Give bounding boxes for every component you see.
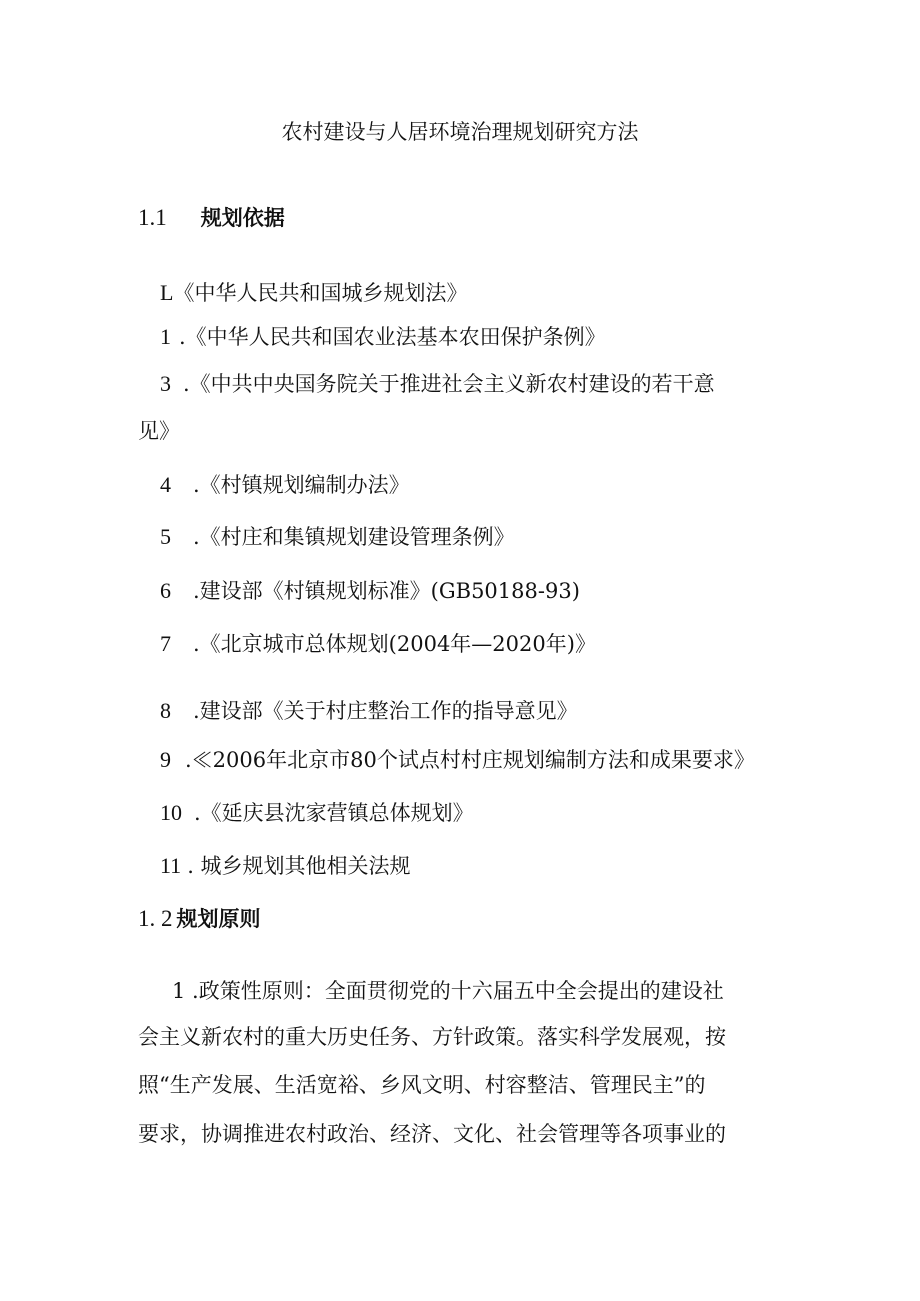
- list-item-number: L: [160, 280, 174, 305]
- paragraph-text: 要求，协调推进农村政治、经济、文化、社会管理等各项事业的: [138, 1122, 726, 1146]
- list-item: [160, 367, 715, 401]
- section-title: 规划依据: [200, 206, 285, 230]
- list-item-text: 见》: [138, 419, 180, 443]
- list-item-text: .《北京城市总体规划(2004年—2020年)》: [193, 632, 596, 656]
- section-heading-1-2: [138, 902, 261, 937]
- list-item-text: 《中华人民共和国城乡规划法》: [173, 281, 468, 305]
- list-item-number: 9: [160, 747, 171, 772]
- list-item-number: 7: [160, 631, 171, 656]
- list-item-text: .建设部《关于村庄整治工作的指导意见》: [193, 699, 578, 723]
- list-item-number: 6: [160, 578, 171, 603]
- list-item-number: 8: [160, 698, 171, 723]
- list-item: [160, 468, 410, 502]
- paragraph-line: [138, 1020, 788, 1054]
- document-title: 农村建设与人居环境治理规划研究方法: [281, 120, 639, 144]
- list-item-text: .《延庆县沈家营镇总体规划》: [194, 801, 474, 825]
- paragraph-line: [138, 1068, 788, 1102]
- section-title: 规划原则: [176, 907, 261, 931]
- list-item: [160, 627, 596, 661]
- paragraph-line: [138, 1117, 788, 1151]
- list-item-continuation: [138, 414, 180, 448]
- list-item: [160, 520, 515, 554]
- list-item-text: .《村庄和集镇规划建设管理条例》: [193, 525, 515, 549]
- paragraph-text: 会主义新农村的重大历史任务、方针政策。落实科学发展观，按: [138, 1025, 726, 1049]
- list-item-text: . 城乡规划其他相关法规: [187, 854, 411, 878]
- list-item-number: 5: [160, 524, 171, 549]
- section-number: 1. 2: [138, 906, 173, 931]
- section-number: 1.1: [138, 205, 167, 230]
- list-item-number: 10: [160, 800, 182, 825]
- list-item-number: 11: [160, 853, 182, 878]
- list-item-number: 3: [160, 371, 171, 396]
- list-item-text: .《中华人民共和国农业法基本农田保护条例》: [179, 325, 606, 349]
- paragraph-line: [172, 974, 822, 1008]
- list-item: [160, 849, 411, 883]
- list-item: [160, 320, 606, 354]
- list-item-text: .≪2006年北京市80个试点村村庄规划编制方法和成果要求》: [185, 748, 755, 772]
- list-item-text: .《中共中央国务院关于推进社会主义新农村建设的若干意: [183, 372, 715, 396]
- list-item: [160, 276, 467, 310]
- list-item-text: .建设部《村镇规划标准》(GB50188-93): [193, 579, 580, 603]
- section-heading-1-1: [138, 201, 285, 236]
- list-item: [160, 574, 580, 608]
- list-item: [160, 694, 578, 728]
- list-item-number: 4: [160, 472, 171, 497]
- paragraph-text: 照“生产发展、生活宽裕、乡风文明、村容整洁、管理民主”的: [138, 1073, 706, 1097]
- list-item-number: 1: [160, 324, 171, 349]
- list-item-text: .《村镇规划编制办法》: [193, 473, 410, 497]
- list-item: [160, 796, 474, 830]
- list-item: [160, 743, 755, 777]
- paragraph-text: 1 .政策性原则：全面贯彻党的十六届五中全会提出的建设社: [172, 979, 724, 1003]
